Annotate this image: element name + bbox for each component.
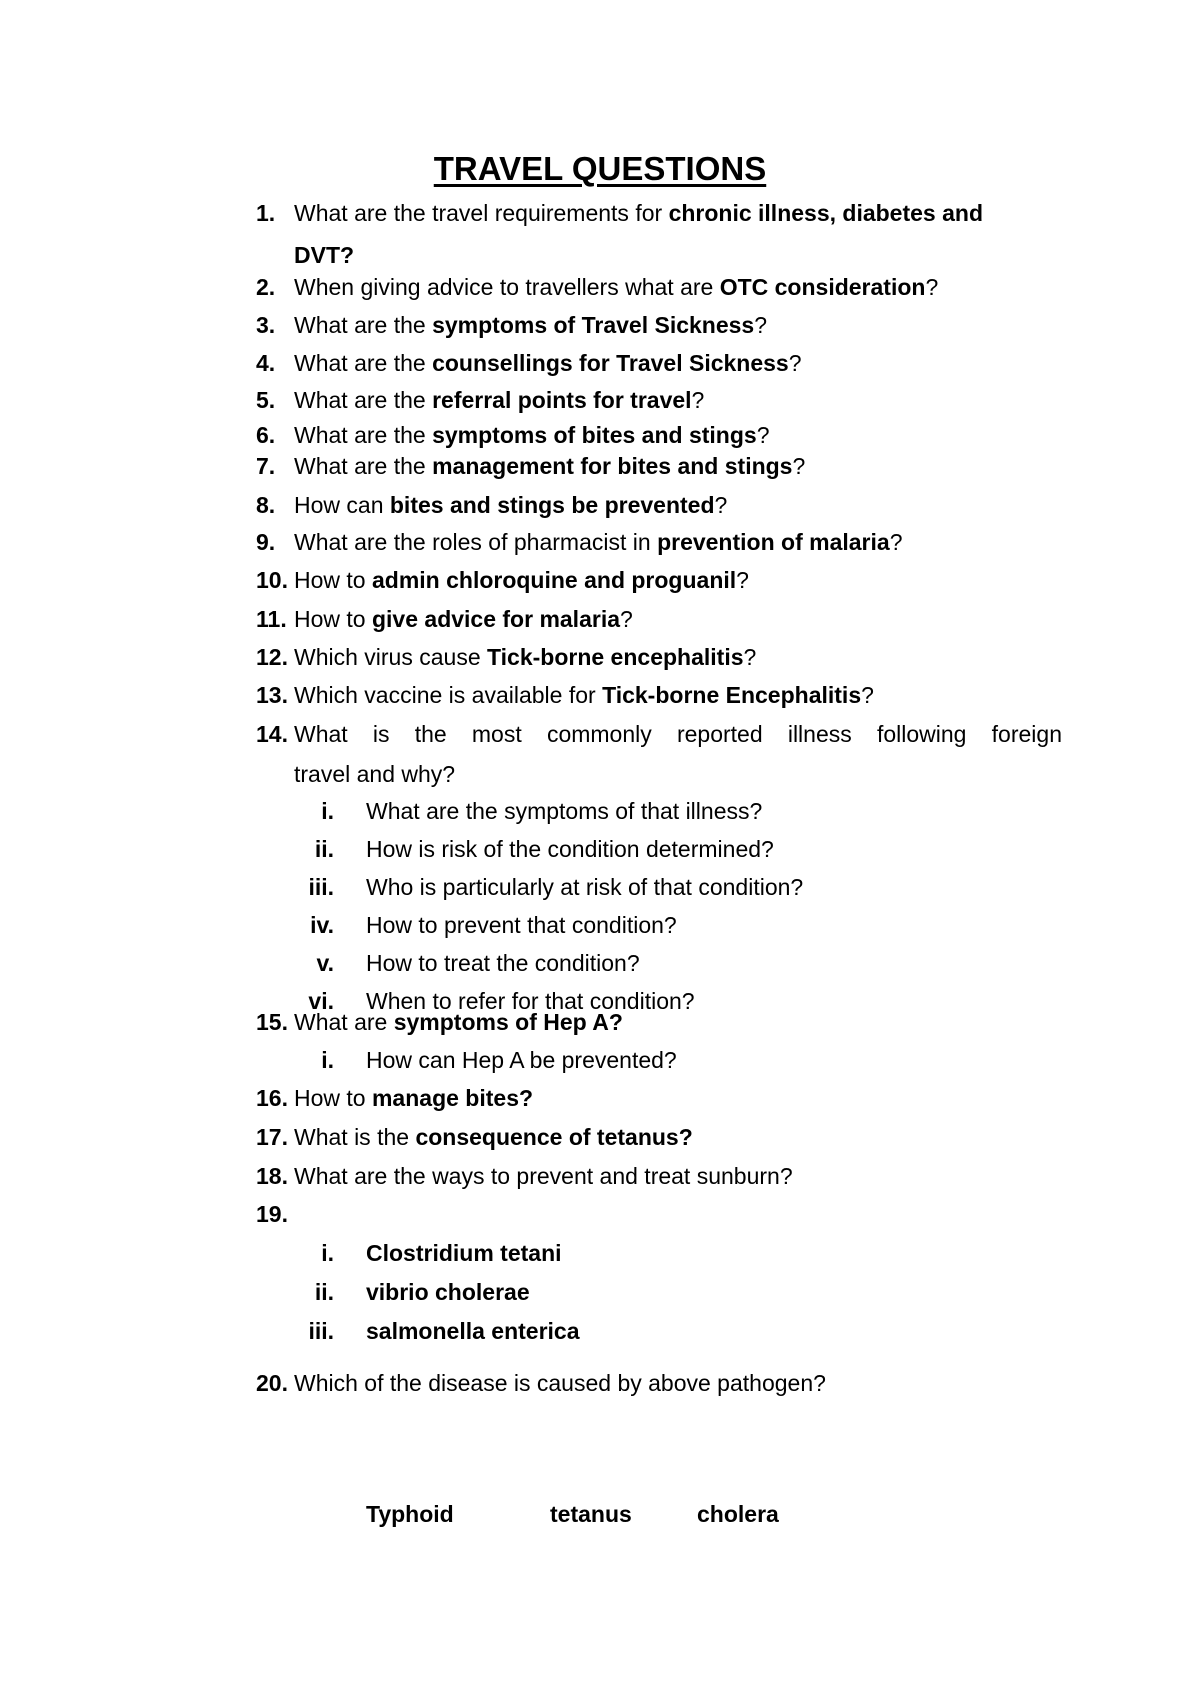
- question-number: 9.: [256, 529, 276, 555]
- sub-question-text: salmonella enterica: [366, 1318, 580, 1344]
- question-number: 15.: [256, 1009, 288, 1035]
- question-text-line: [294, 714, 1062, 754]
- question-item: [256, 380, 1062, 420]
- question-item: [256, 1156, 1062, 1196]
- question-text-part: ?: [754, 312, 768, 338]
- question-text-line: [294, 567, 749, 593]
- question-keyword: symptoms of Hep A?: [393, 1009, 623, 1035]
- sub-question-numeral: ii.: [314, 836, 334, 862]
- question-text-part: ?: [620, 606, 633, 632]
- question-keyword: chronic illness, diabetes and: [668, 200, 983, 226]
- question-number: 16.: [256, 1085, 288, 1111]
- question-text-line: [294, 492, 727, 518]
- question-keyword: symptoms of Travel Sickness: [432, 312, 755, 338]
- sub-question-item: [256, 1272, 1062, 1312]
- question-text-part: What are the: [294, 453, 433, 479]
- question-item: [256, 1002, 1062, 1042]
- sub-question-numeral: i.: [321, 1240, 334, 1266]
- question-number: 10.: [256, 567, 288, 593]
- question-text: [256, 1078, 1062, 1118]
- question-keyword: management for bites and stings: [432, 453, 793, 479]
- question-keyword: DVT?: [294, 242, 355, 268]
- question-keyword: manage bites?: [371, 1085, 534, 1111]
- question-text-part: What are: [294, 1009, 394, 1035]
- sub-question-item: [256, 1040, 1062, 1080]
- question-keyword: symptoms of bites and stings: [432, 422, 757, 448]
- question-text: [256, 343, 1062, 383]
- sub-question-text: When to refer for that condition?: [366, 988, 695, 1014]
- question-text-part: ?: [691, 387, 705, 413]
- sub-question-text: vibrio cholerae: [366, 1279, 530, 1305]
- question-text: [256, 267, 1062, 307]
- question-text: [256, 1363, 1062, 1403]
- sub-question-item: [256, 1311, 1062, 1351]
- page-title: TRAVEL QUESTIONS: [433, 150, 767, 187]
- question-text: [256, 305, 1062, 345]
- question-item: [256, 522, 1062, 562]
- sub-question-text: How to treat the condition?: [366, 950, 640, 976]
- question-item: [256, 599, 1062, 639]
- question-text-part: Which of the disease is caused by above pathogen?: [294, 1370, 826, 1396]
- question-text-part: How to: [294, 606, 372, 632]
- sub-question-item: [256, 829, 1062, 869]
- sub-question-text: What are the symptoms of that illness?: [366, 798, 763, 824]
- question-keyword: Tick-borne encephalitis: [487, 644, 744, 670]
- question-text: [256, 599, 1062, 639]
- question-text: [256, 446, 1062, 486]
- question-continuation: [256, 754, 1062, 794]
- question-text-line: [294, 606, 633, 632]
- question-text-part: How can: [294, 492, 390, 518]
- sub-question-text: Clostridium tetani: [366, 1240, 562, 1266]
- question-text: [256, 1117, 1062, 1157]
- sub-question-text: Who is particularly at risk of that condition?: [366, 874, 804, 900]
- sub-question-text: How to prevent that condition?: [366, 912, 677, 938]
- question-number: 12.: [256, 644, 288, 670]
- question-text-line: [294, 1124, 693, 1150]
- sub-question-numeral: iv.: [310, 912, 334, 938]
- question-text-part: What are the ways to prevent and treat sunburn?: [294, 1163, 793, 1189]
- question-keyword: consequence of tetanus?: [415, 1124, 693, 1150]
- question-item: [256, 446, 1062, 486]
- sub-question-item: [256, 905, 1062, 945]
- question-text-line: [294, 644, 756, 670]
- question-text-part: travel and why?: [294, 761, 456, 787]
- question-keyword: referral points for travel: [432, 387, 692, 413]
- question-item: [256, 675, 1062, 715]
- question-keyword: OTC consideration: [719, 274, 926, 300]
- question-number: 7.: [256, 453, 276, 479]
- question-item: [256, 714, 1062, 754]
- question-text-line: [294, 422, 769, 448]
- sub-question-text: How is risk of the condition determined?: [366, 836, 774, 862]
- question-text-line: [294, 350, 802, 376]
- question-number: 4.: [256, 350, 276, 376]
- question-text-line: [294, 1370, 826, 1396]
- question-text: [256, 485, 1062, 525]
- question-text-line: [294, 1009, 623, 1035]
- sub-question-text: How can Hep A be prevented?: [366, 1047, 677, 1073]
- question-text-line: [294, 453, 805, 479]
- question-text-part: ?: [792, 453, 806, 479]
- question-text-part: ?: [889, 529, 903, 555]
- question-text-part: What is the most commonly reported illness following foreign: [294, 721, 1062, 747]
- sub-question-item: [256, 1233, 1062, 1273]
- question-keyword: admin chloroquine and proguanil: [371, 567, 737, 593]
- question-item: [256, 485, 1062, 525]
- sub-question-numeral: vi.: [308, 988, 334, 1014]
- question-text-part: How to: [294, 567, 372, 593]
- sub-question-item: [256, 867, 1062, 907]
- question-text-line: [294, 387, 704, 413]
- question-text: [256, 380, 1062, 420]
- sub-question-item: [256, 943, 1062, 983]
- question-item: [256, 193, 1062, 233]
- question-number: 2.: [256, 274, 276, 300]
- question-text-part: ?: [743, 644, 757, 670]
- question-text-part: What is the: [294, 1124, 416, 1150]
- question-number: 18.: [256, 1163, 288, 1189]
- question-text-part: ?: [925, 274, 939, 300]
- question-item: [256, 637, 1062, 677]
- question-text-part: ?: [788, 350, 802, 376]
- question-number: 14.: [256, 721, 288, 747]
- question-text: [256, 675, 1062, 715]
- sub-question-numeral: v.: [316, 950, 334, 976]
- question-text-part: ?: [714, 492, 728, 518]
- question-number: 13.: [256, 682, 288, 708]
- question-item: [256, 343, 1062, 383]
- question-text: [256, 637, 1062, 677]
- answer-options: [0, 1494, 1200, 1534]
- question-item: [256, 1363, 1062, 1403]
- question-text-line: [294, 529, 902, 555]
- question-number: 19.: [256, 1201, 288, 1227]
- question-number: 11.: [256, 606, 287, 632]
- question-text: [256, 1156, 1062, 1196]
- answer-option: cholera: [697, 1501, 779, 1527]
- sub-question-numeral: ii.: [314, 1279, 334, 1305]
- sub-question-item: [256, 791, 1062, 831]
- question-text-part: Which virus cause: [294, 644, 488, 670]
- question-text: [256, 1002, 1062, 1042]
- question-text-part: ?: [861, 682, 874, 708]
- question-item: [256, 1078, 1062, 1118]
- question-text-part: What are the: [294, 350, 433, 376]
- question-keyword: bites and stings be prevented: [389, 492, 715, 518]
- question-text-line: [294, 312, 767, 338]
- question-keyword: give advice for malaria: [371, 606, 620, 632]
- question-text-part: Which vaccine is available for: [294, 682, 603, 708]
- question-text-line: [294, 200, 983, 226]
- question-text-part: What are the: [294, 312, 433, 338]
- question-text-part: ?: [756, 422, 770, 448]
- sub-question-numeral: iii.: [308, 1318, 334, 1344]
- answer-option: tetanus: [550, 1501, 632, 1527]
- question-text-part: What are the roles of pharmacist in: [294, 529, 658, 555]
- question-keyword: counsellings for Travel Sickness: [432, 350, 789, 376]
- question-number: 8.: [256, 492, 276, 518]
- question-keyword: Tick-borne Encephalitis: [602, 682, 862, 708]
- answer-option: Typhoid: [366, 1501, 454, 1527]
- question-text-part: How to: [294, 1085, 372, 1111]
- question-text: [256, 714, 1062, 754]
- question-number: 6.: [256, 422, 276, 448]
- question-text-line: [294, 274, 938, 300]
- question-number: 3.: [256, 312, 276, 338]
- question-item: [256, 1117, 1062, 1157]
- question-number: 1.: [256, 200, 276, 226]
- question-text: [256, 560, 1062, 600]
- question-text-part: What are the: [294, 387, 433, 413]
- question-text: [256, 522, 1062, 562]
- question-item: [256, 267, 1062, 307]
- question-number: 5.: [256, 387, 276, 413]
- sub-question-numeral: i.: [321, 798, 334, 824]
- question-text-part: When giving advice to travellers what are: [294, 274, 720, 300]
- question-item: [256, 305, 1062, 345]
- question-number: 17.: [256, 1124, 288, 1150]
- question-keyword: prevention of malaria: [657, 529, 890, 555]
- question-text-part: ?: [736, 567, 749, 593]
- question-text-part: What are the: [294, 422, 433, 448]
- question-text-part: What are the travel requirements for: [294, 200, 669, 226]
- question-text-line: [256, 754, 1062, 794]
- question-text-line: [294, 1085, 533, 1111]
- question-text: [256, 193, 1062, 233]
- sub-question-numeral: iii.: [308, 874, 334, 900]
- sub-question-numeral: i.: [321, 1047, 334, 1073]
- question-text-line: [294, 682, 874, 708]
- question-number: 20.: [256, 1370, 288, 1396]
- question-item: [256, 560, 1062, 600]
- question-text-line: [294, 1163, 793, 1189]
